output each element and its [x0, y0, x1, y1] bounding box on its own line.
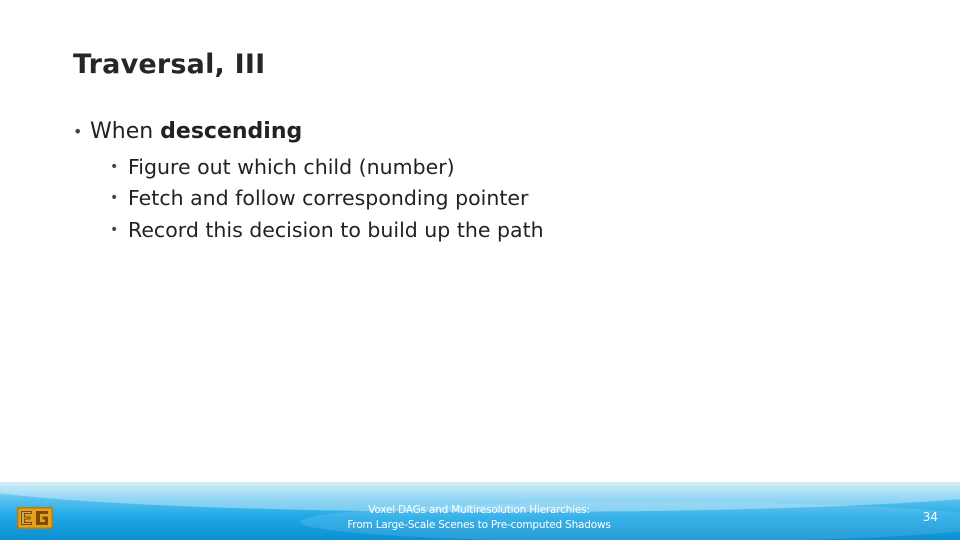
sub-bullet-text: Fetch and follow corresponding pointer: [128, 186, 529, 211]
sub-bullet-list: [73, 152, 873, 246]
bullet-dot-icon: •: [110, 221, 119, 238]
bullet-dot-icon: •: [110, 190, 119, 207]
sub-bullet-item: [110, 215, 873, 246]
bullet-text: When: [90, 119, 161, 144]
footer-caption-line: Voxel DAGs and Multiresolution Hierarchies:: [368, 504, 590, 516]
page-number: 34: [922, 510, 938, 524]
footer-caption: [320, 503, 638, 533]
bullet-item: [73, 117, 873, 147]
sub-bullet-text: Record this decision to build up the path: [128, 217, 544, 242]
slide-title: Traversal, III: [73, 49, 266, 80]
sub-bullet-item: [110, 183, 873, 214]
eg-logo-icon: [17, 507, 53, 529]
footer-band: [0, 482, 960, 540]
sub-bullet-item: [110, 152, 873, 183]
bullet-list: [73, 117, 873, 246]
bullet-dot-icon: •: [110, 159, 119, 175]
sub-bullet-text: Figure out which child (number): [128, 155, 455, 179]
bullet-emphasis: descending: [160, 119, 303, 144]
bullet-dot-icon: •: [73, 122, 83, 141]
footer-caption-line: From Large-Scale Scenes to Pre-computed Shadows: [347, 519, 611, 531]
